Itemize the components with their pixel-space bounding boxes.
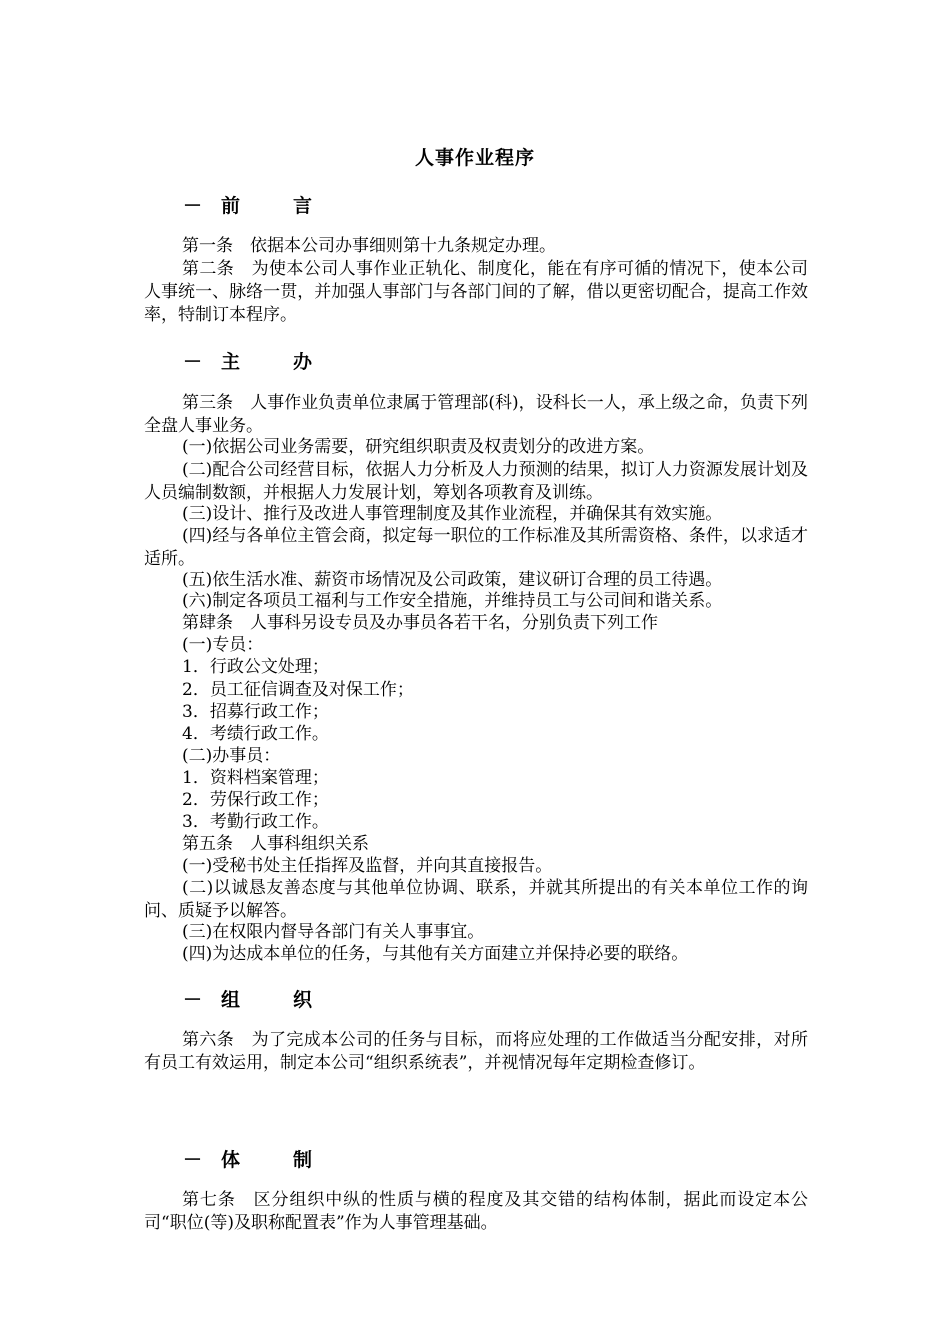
- article-4-specialist-3: 3．招募行政工作；: [182, 702, 329, 722]
- article-3-item-2: (二)配合公司经营目标，依据人力分析及人力预测的结果，拟订人力资源发展计划及人员编制数额，并根据人力发展计划，筹划各项教育及训练。: [144, 460, 808, 503]
- article-5-item-1: (一)受秘书处主任指挥及监督，并向其直接报告。: [182, 856, 553, 876]
- article-3-item-1: (一)依据公司业务需要，研究组织职责及权责划分的改进方案。: [182, 437, 655, 457]
- section-heading-responsibility: － 主 办: [183, 351, 313, 373]
- article-2: 第二条 为使本公司人事作业正轨化、制度化，能在有序可循的情况下，使本公司人事统一、脉络一贯，并加强人事部门与各部门间的了解，借以更密切配合，提高工作效率，特制订本程序。: [144, 259, 808, 325]
- article-1: 第一条 依据本公司办事细则第十九条规定办理。: [182, 236, 556, 256]
- article-7: 第七条 区分组织中纵的性质与横的程度及其交错的结构体制，据此而设定本公司“职位(等)及职称配置表”作为人事管理基础。: [144, 1190, 808, 1233]
- section-heading-system: － 体 制: [183, 1149, 313, 1171]
- document-title: 人事作业程序: [414, 147, 535, 169]
- section-heading-preface: － 前 言: [183, 195, 313, 217]
- article-3: 第三条 人事作业负责单位隶属于管理部(科)，设科长一人，承上级之命，负责下列全盘人事业务。: [144, 393, 808, 436]
- article-4-clerk: (二)办事员：: [182, 746, 281, 766]
- article-4-specialist-2: 2．员工征信调查及对保工作；: [182, 680, 414, 700]
- article-4: 第肆条 人事科另设专员及办事员各若干名，分别负责下列工作: [182, 613, 658, 633]
- article-5-item-2: (二)以诚恳友善态度与其他单位协调、联系，并就其所提出的有关本单位工作的询问、质疑予以解答。: [144, 878, 808, 921]
- article-3-item-3: (三)设计、推行及改进人事管理制度及其作业流程，并确保其有效实施。: [182, 504, 723, 524]
- article-6: 第六条 为了完成本公司的任务与目标，而将应处理的工作做适当分配安排，对所有员工有效运用，制定本公司“组织系统表”，并视情况每年定期检查修订。: [144, 1030, 808, 1073]
- article-3-item-5: (五)依生活水准、薪资市场情况及公司政策，建议研订合理的员工待遇。: [182, 570, 723, 590]
- article-5: 第五条 人事科组织关系: [182, 834, 369, 854]
- article-4-clerk-2: 2．劳保行政工作；: [182, 790, 329, 810]
- article-4-clerk-3: 3．考勤行政工作。: [182, 812, 329, 832]
- article-3-item-4: (四)经与各单位主管会商，拟定每一职位的工作标准及其所需资格、条件，以求适才适所。: [144, 526, 808, 569]
- article-4-specialist-1: 1．行政公文处理；: [182, 657, 329, 677]
- article-4-specialist-4: 4．考绩行政工作。: [182, 724, 329, 744]
- article-5-item-3: (三)在权限内督导各部门有关人事事宜。: [182, 922, 485, 942]
- article-5-item-4: (四)为达成本单位的任务，与其他有关方面建立并保持必要的联络。: [182, 944, 689, 964]
- article-3-item-6: (六)制定各项员工福利与工作安全措施，并维持员工与公司间和谐关系。: [182, 591, 723, 611]
- article-4-clerk-1: 1．资料档案管理；: [182, 768, 329, 788]
- article-4-specialist: (一)专员：: [182, 635, 264, 655]
- section-heading-organization: － 组 织: [183, 989, 313, 1011]
